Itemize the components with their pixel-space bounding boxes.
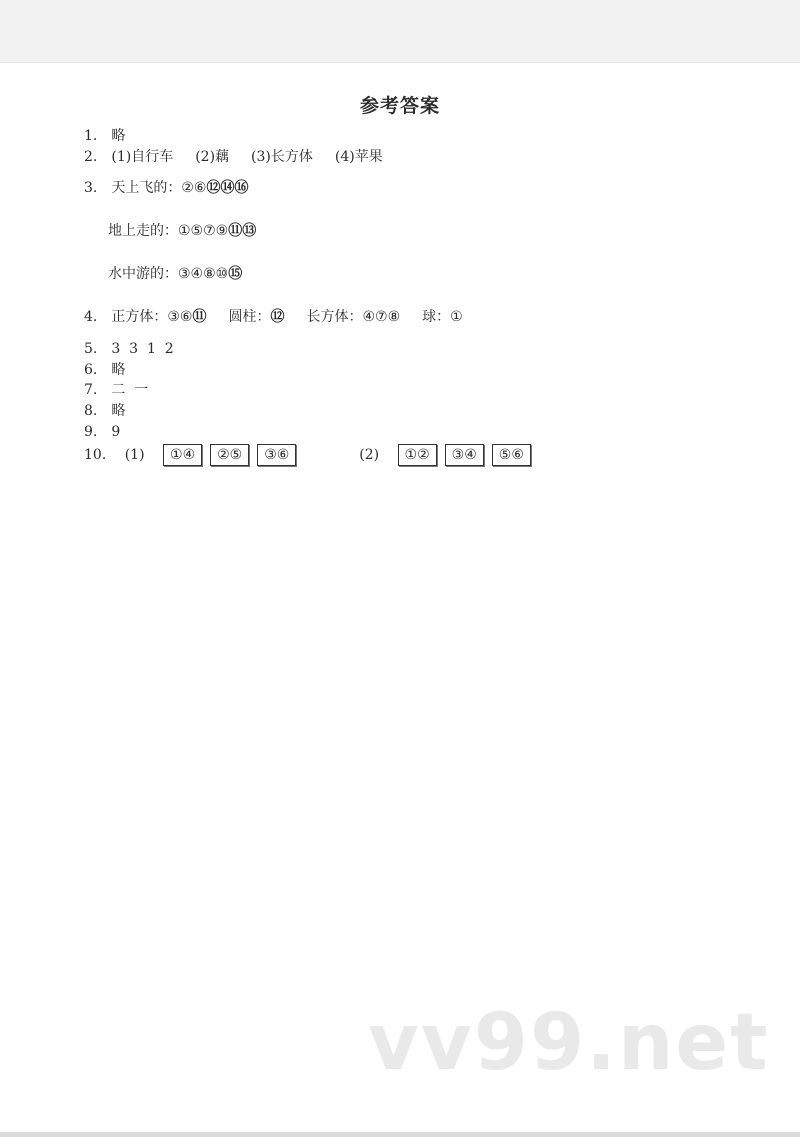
answer-7: 7. 二 一 bbox=[84, 382, 149, 398]
answer-1: 1. 略 bbox=[84, 128, 126, 144]
answer-box: ③④ bbox=[445, 444, 484, 466]
answer-3-land: 地上走的：①⑤⑦⑨⑪⑬ bbox=[108, 223, 257, 239]
answer-page bbox=[0, 62, 800, 1133]
answer-10: 10. (1) ①④ ②⑤ ③⑥ (2) ①② ③④ ⑤⑥ bbox=[84, 443, 539, 467]
page-title: 参考答案 bbox=[359, 95, 440, 117]
answer-box: ①② bbox=[398, 444, 437, 466]
answer-box: ⑤⑥ bbox=[492, 444, 531, 466]
answer-2: 2. (1)自行车 (2)藕 (3)长方体 (4)苹果 bbox=[84, 149, 383, 165]
answer-9: 9. 9 bbox=[84, 424, 121, 440]
answer-8: 8. 略 bbox=[84, 403, 126, 419]
answer-box: ③⑥ bbox=[257, 444, 296, 466]
answer-6: 6. 略 bbox=[84, 362, 126, 378]
watermark: vv99.net bbox=[368, 998, 770, 1088]
answer-5: 5. 3 3 1 2 bbox=[84, 341, 174, 357]
page-bottom-edge bbox=[0, 1132, 800, 1137]
answer-3-sky: 3. 天上飞的：②⑥⑫⑭⑯ bbox=[84, 180, 249, 196]
answer-3-water: 水中游的：③④⑧⑩⑮ bbox=[108, 266, 243, 282]
answer-box: ②⑤ bbox=[210, 444, 249, 466]
answer-4: 4. 正方体：③⑥⑪ 圆柱：⑫ 长方体：④⑦⑧ 球：① bbox=[84, 309, 463, 325]
answer-box: ①④ bbox=[163, 444, 202, 466]
